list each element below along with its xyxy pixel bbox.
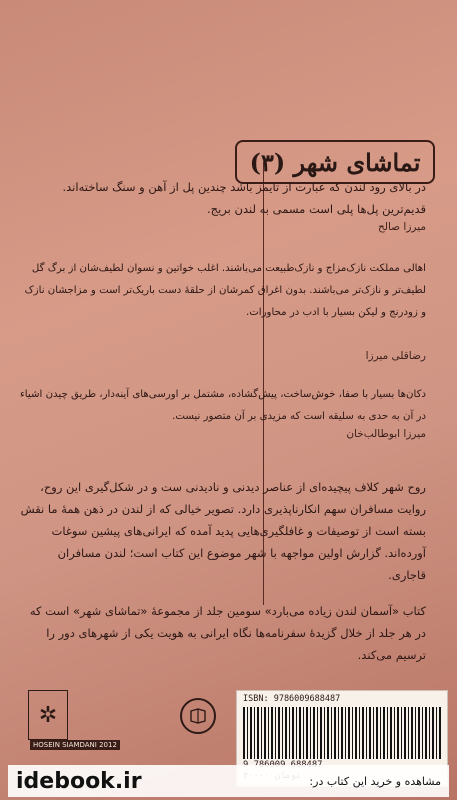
barcode bbox=[243, 707, 441, 759]
author-3: میرزا ابوطالب‌خان bbox=[346, 428, 426, 440]
site-watermark bbox=[8, 765, 449, 797]
author-1: میرزا صالح bbox=[377, 221, 426, 233]
book-icon bbox=[189, 708, 207, 724]
publisher-logo-icon: ✲ bbox=[28, 690, 68, 740]
paragraph-1: در بالای رود لندن که عبارت از تایمز باشد چندین پل از آهن و سنگ ساخته‌اند. قدیم‌ترین پل‌ها پلی است مسمی به لندن بریج. bbox=[62, 180, 426, 216]
book-title: تماشای شهر (۳) bbox=[249, 147, 421, 177]
paragraph-2: اهالی مملکت نازک‌مزاج و نازک‌طبیعت می‌باشند. اغلب خواتین و نسوان لطیف‌شان از برگ گل لطیف‌تر و نازک‌تر می‌باشند. بدون اغراق کمرشان از حلقهٔ دست باریک‌تر است و مزاجشان نازک و زودرنج و لیکن بسیار با ادب در محاورات. bbox=[24, 263, 426, 318]
paragraph-4: روح شهر کلاف پیچیده‌ای از عناصر دیدنی و نادیدنی ست و در شکل‌گیری این روح، روایت مسافران سهم انکارناپذیری دارد. تصویر خیالی که از لندن در ذهن همهٔ ما نقش بسته است از توصیفات و غافلگیری‌هایی پدید آمده که ایرانی‌های پیشین سوغات آورده‌اند. گزارش اولین مواجهه با شهر موضوع این کتاب است؛ لندن مسافران قاجاری. bbox=[20, 480, 426, 582]
author-2: رضاقلی میرزا bbox=[365, 350, 426, 362]
paragraph-5: کتاب «آسمان لندن زیاده می‌بارد» سومین جلد از مجموعهٔ «تماشای شهر» است که در هر جلد از خلال گزیدهٔ سفرنامه‌ها نگاه ایرانی به هویت یکی از شهرهای دور را ترسیم می‌کند. bbox=[29, 604, 426, 662]
watermark-slogan: مشاهده و خرید این کتاب در: bbox=[309, 774, 441, 788]
watermark-brand: idebook.ir bbox=[16, 768, 142, 794]
publisher-badge: HOSEIN SIAMDANI 2012 bbox=[30, 740, 120, 750]
paragraph-3: دکان‌ها بسیار با صفا، خوش‌ساخت، پیش‌گشاده، مشتمل بر اورسی‌های آینه‌دار، طریق چیدن اشیاء در آن به حدی به سلیقه است که مزیدی بر آن متصور نیست. bbox=[20, 389, 426, 422]
isbn-label: ISBN: 9786009688487 bbox=[243, 694, 341, 704]
brand-circle-icon bbox=[180, 698, 216, 734]
